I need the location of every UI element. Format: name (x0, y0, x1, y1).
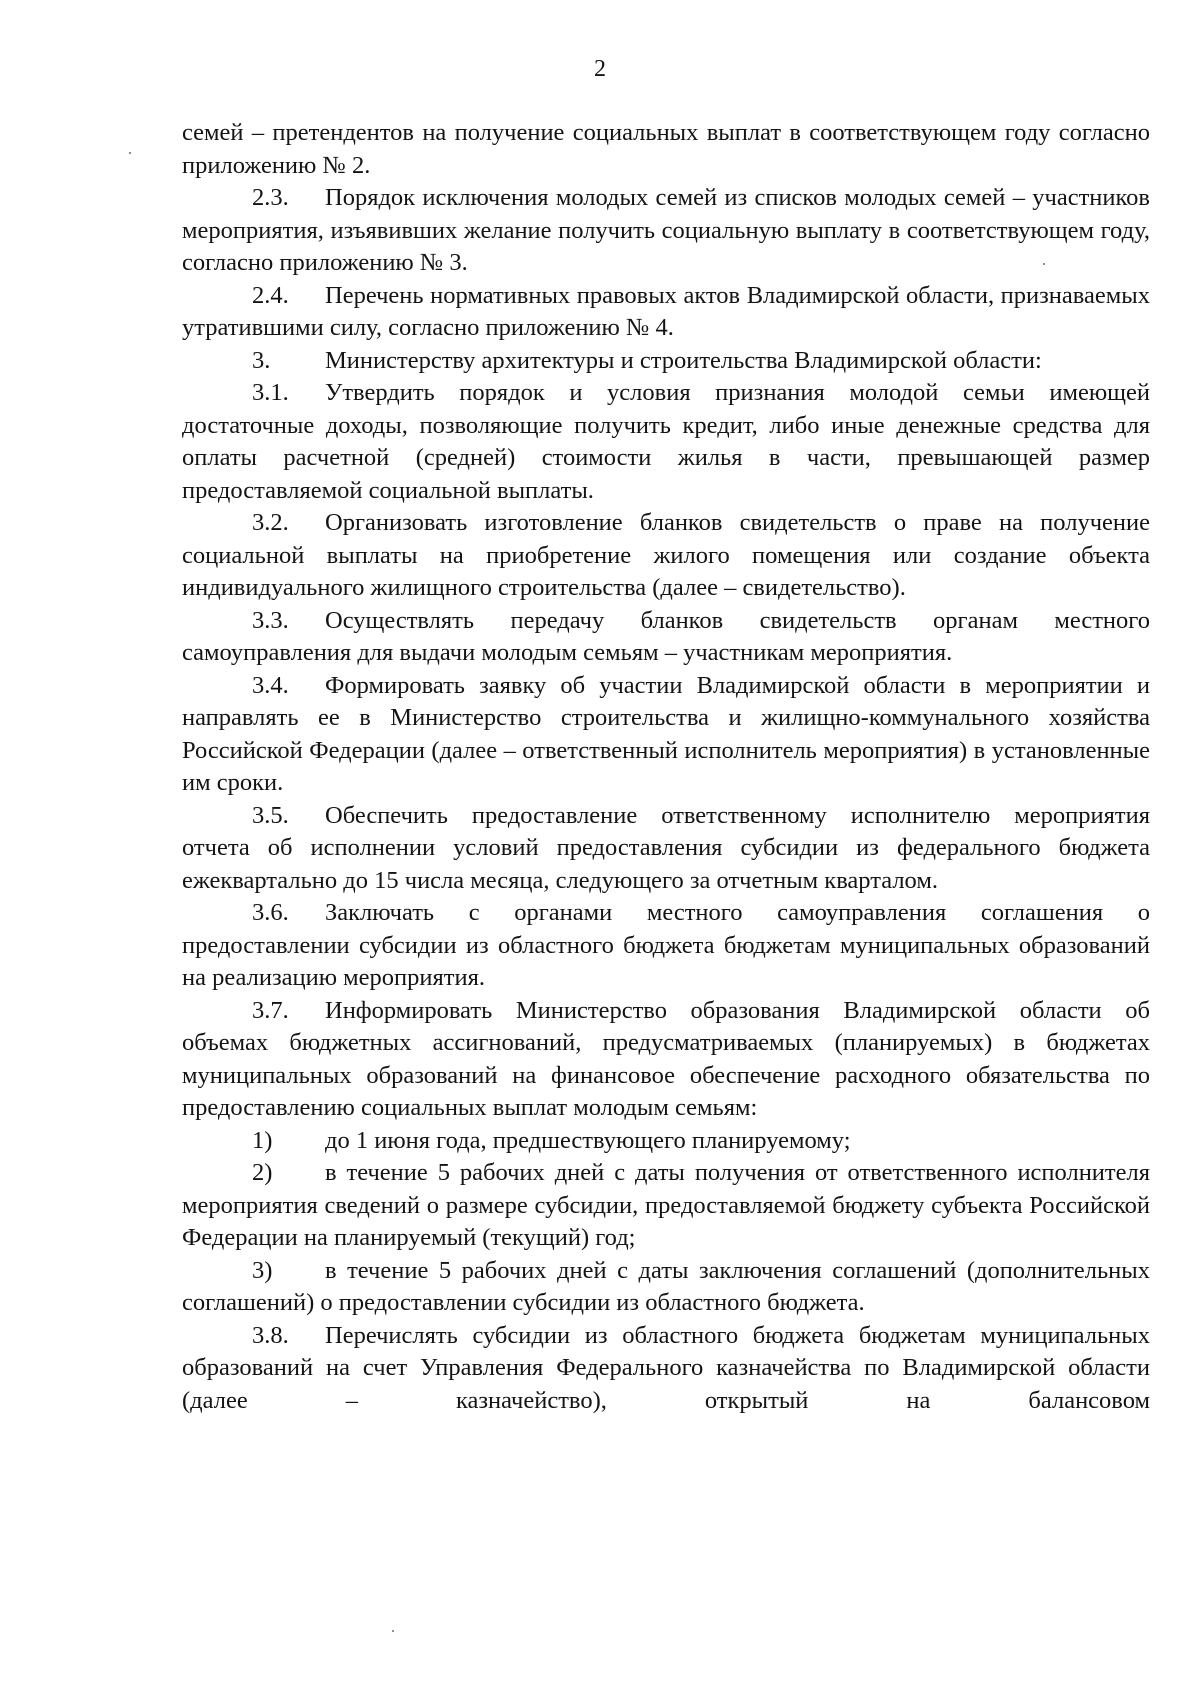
paragraph-text: Порядок исключения молодых семей из списков молодых семей – участников мероприятия, изъявивших желание получить социальную выплату в соответствующем году, согласно приложению № 3. (182, 184, 1150, 276)
paragraph-3-2 (182, 507, 1150, 605)
paragraph-2-4 (182, 280, 1150, 345)
paragraph-3-6 (182, 897, 1150, 995)
paragraph-3-5 (182, 800, 1150, 898)
clause-number: 2.4. (252, 281, 289, 309)
list-number: 2) (252, 1159, 273, 1186)
paragraph-2-3 (182, 182, 1150, 280)
paragraph-text: до 1 июня года, предшествующего планируемому; (325, 1126, 851, 1154)
clause-number: 3.6. (252, 899, 289, 926)
paragraph-text: Организовать изготовление бланков свидетельств о праве на получение социальной выплаты на приобретение жилого помещения или создание объекта индивидуального жилищного строительства (далее – свидетельство). (182, 509, 1150, 601)
paragraph-text: Информировать Министерство образования Владимирской области об объемах бюджетных ассигнований, предусматриваемых (планируемых) в бюджетах муниципальных образований на финансовое обеспечение расходного обязательства по предоставлению социальных выплат молодым семьям: (182, 996, 1150, 1121)
clause-number: 3.2. (252, 509, 289, 536)
paragraph-3-1 (182, 377, 1150, 507)
paragraph-3-7 (182, 995, 1150, 1125)
paragraph-3-4 (182, 670, 1150, 800)
clause-number: 2.3. (252, 184, 289, 211)
paragraph-text: Министерству архитектуры и строительства Владимирской области: (325, 346, 1042, 374)
clause-number: 3.3. (252, 606, 289, 634)
list-item-3 (182, 1255, 1150, 1320)
clause-number: 3.7. (252, 996, 289, 1024)
scan-speck (1043, 263, 1045, 265)
list-item-1 (182, 1125, 1150, 1158)
paragraph-text: в течение 5 рабочих дней с даты получения от ответственного исполнителя мероприятия сведений о размере субсидии, предоставляемой бюджету субъекта Российской Федерации на планируемый (текущий) год; (182, 1159, 1150, 1251)
clause-number: 3.1. (252, 379, 289, 406)
clause-number: 3. (252, 346, 271, 374)
paragraph-3-8 (182, 1320, 1150, 1418)
paragraph-3-3 (182, 605, 1150, 670)
paragraph-text: Формировать заявку об участии Владимирской области в мероприятии и направлять ее в Министерство строительства и жилищно-коммунального хозяйства Российской Федерации (далее – ответственный исполнитель мероприятия) в установленные им сроки. (182, 671, 1150, 796)
list-number: 1) (252, 1126, 273, 1154)
clause-number: 3.5. (252, 801, 289, 829)
paragraph-text: Перечень нормативных правовых актов Владимирской области, признаваемых утратившими силу, согласно приложению № 4. (182, 281, 1150, 341)
clause-number: 3.4. (252, 671, 289, 699)
page-number: 2 (594, 56, 606, 82)
document-body (182, 117, 1150, 1417)
paragraph-text: Заключать с органами местного самоуправления соглашения о предоставлении субсидии из областного бюджета бюджетам муниципальных образований на реализацию мероприятия. (182, 899, 1150, 991)
paragraph-3 (182, 345, 1150, 378)
scan-speck (129, 152, 131, 154)
paragraph-text: Перечислять субсидии из областного бюджета бюджетам муниципальных образований на счет Управления Федерального казначейства по Владимирской области (далее – казначейство), открытый на балансовом (182, 1321, 1150, 1414)
list-item-2 (182, 1157, 1150, 1255)
paragraph-text: семей – претендентов на получение социальных выплат в соответствующем году согласно приложению № 2. (182, 119, 1150, 179)
paragraph-text: Обеспечить предоставление ответственному исполнителю мероприятия отчета об исполнении условий предоставления субсидии из федерального бюджета ежеквартально до 15 числа месяца, следующего за отчетным кварталом. (182, 801, 1150, 894)
paragraph-text: Осуществлять передачу бланков свидетельств органам местного самоуправления для выдачи молодым семьям – участникам мероприятия. (182, 606, 1150, 666)
paragraph-text: в течение 5 рабочих дней с даты заключения соглашений (дополнительных соглашений) о предоставлении субсидии из областного бюджета. (182, 1256, 1150, 1316)
paragraph-text: Утвердить порядок и условия признания молодой семьи имеющей достаточные доходы, позволяющие получить кредит, либо иные денежные средства для оплаты расчетной (средней) стоимости жилья в части, превышающей размер предоставляемой социальной выплаты. (182, 379, 1150, 504)
clause-number: 3.8. (252, 1321, 289, 1349)
list-number: 3) (252, 1256, 273, 1284)
scan-speck (392, 1630, 394, 1632)
paragraph-continuation (182, 117, 1150, 182)
